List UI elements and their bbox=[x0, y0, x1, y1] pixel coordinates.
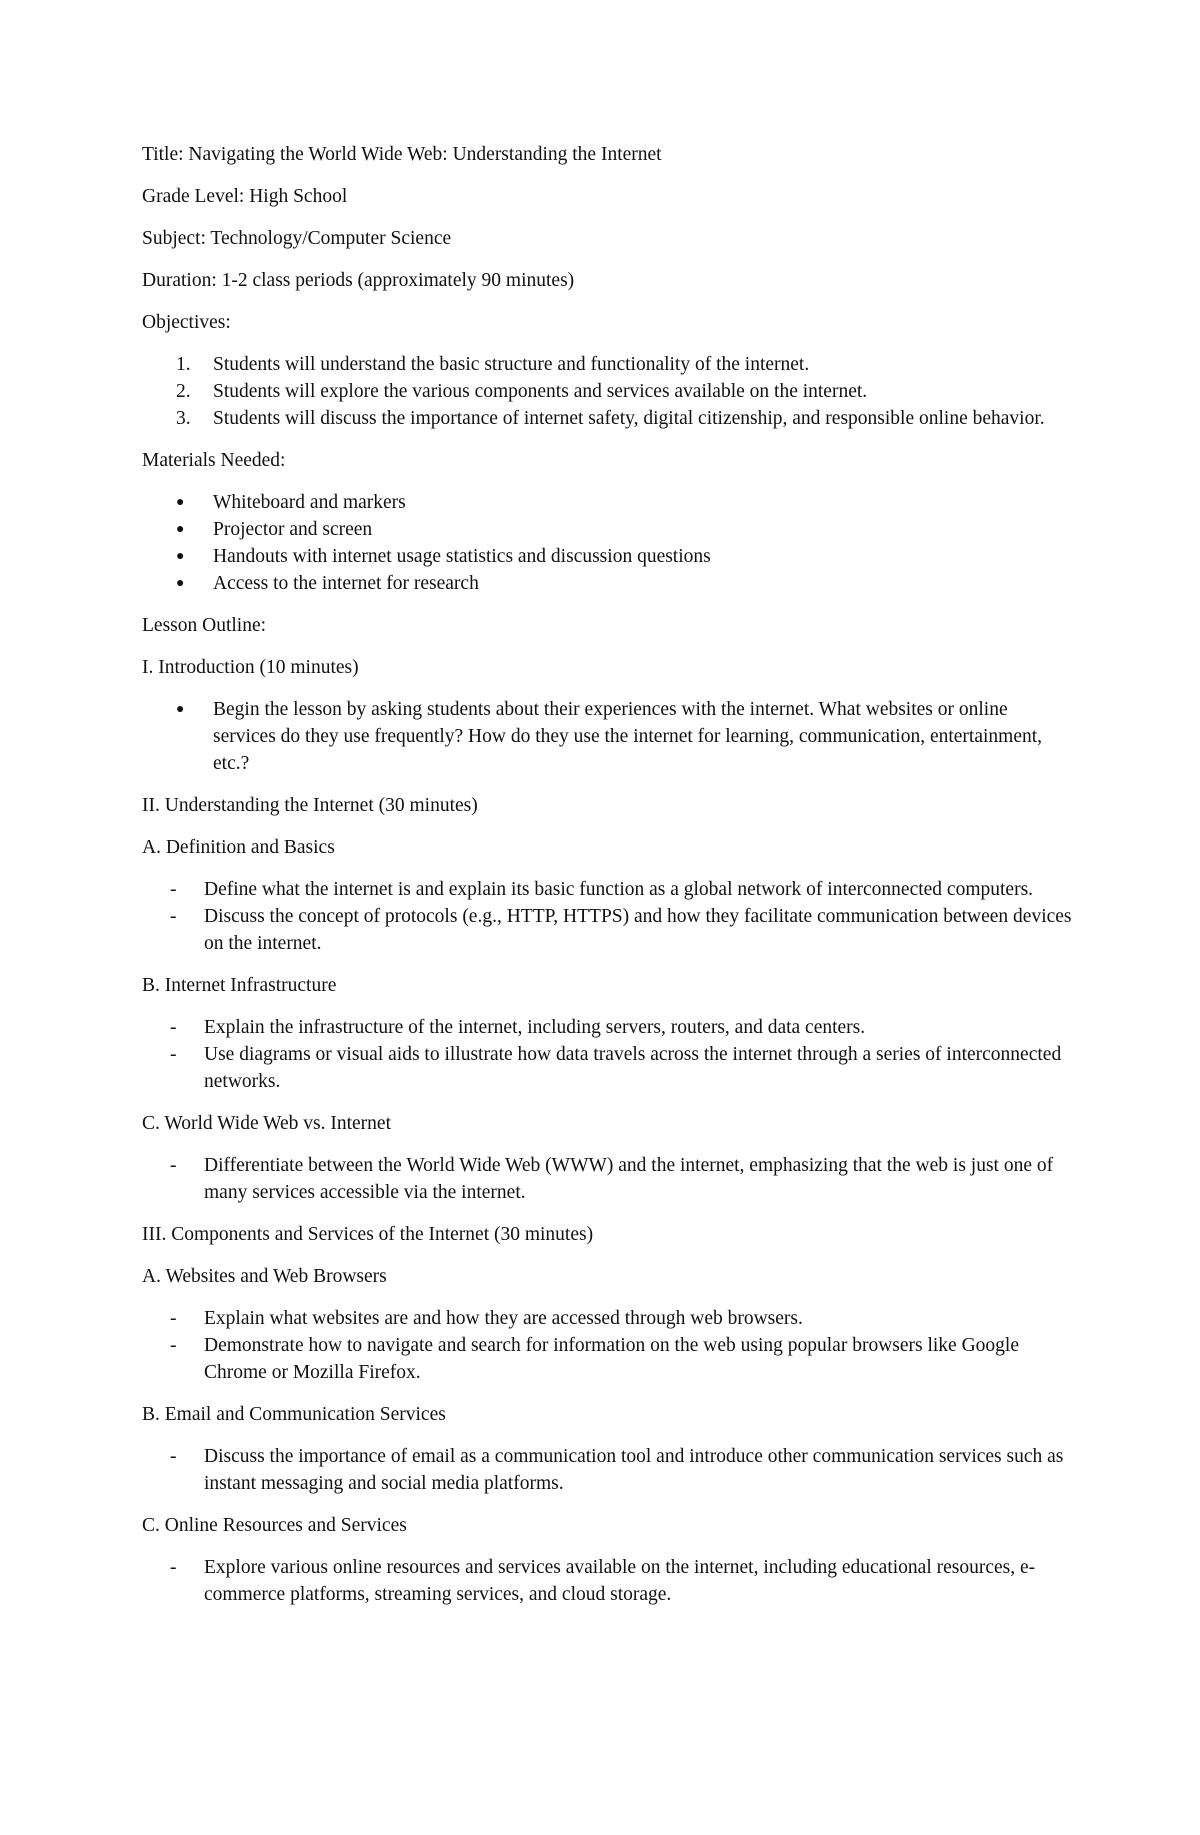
section-heading-understanding: II. Understanding the Internet (30 minutes) bbox=[142, 795, 478, 816]
list-item-text: Explain the infrastructure of the internet, including servers, routers, and data centers. bbox=[204, 1017, 866, 1038]
list-item bbox=[142, 1443, 1072, 1497]
subsection-list bbox=[142, 1554, 1072, 1608]
material-item bbox=[142, 489, 1072, 516]
subsection-list bbox=[142, 1443, 1072, 1497]
objectives-heading: Objectives: bbox=[142, 312, 231, 333]
material-text: Projector and screen bbox=[213, 519, 373, 540]
material-text: Handouts with internet usage statistics and discussion questions bbox=[213, 546, 711, 567]
objective-text: Students will discuss the importance of internet safety, digital citizenship, and responsible online behavior. bbox=[213, 408, 1045, 429]
document-title: Title: Navigating the World Wide Web: Understanding the Internet bbox=[142, 144, 662, 165]
list-item bbox=[142, 876, 1072, 903]
objective-text: Students will explore the various components and services available on the internet. bbox=[213, 381, 868, 402]
subsection-list bbox=[142, 876, 1072, 957]
dash-marker: - bbox=[170, 879, 177, 900]
dash-marker: - bbox=[170, 1446, 177, 1467]
subject: Subject: Technology/Computer Science bbox=[142, 228, 452, 249]
list-item bbox=[142, 903, 1072, 957]
dash-marker: - bbox=[170, 1044, 177, 1065]
list-item bbox=[142, 1014, 1072, 1041]
material-item bbox=[142, 543, 1072, 570]
list-item-text: Discuss the concept of protocols (e.g., HTTP, HTTPS) and how they facilitate communication between devices on the internet. bbox=[204, 906, 1072, 954]
objective-item bbox=[142, 378, 1072, 405]
lesson-plan-page bbox=[142, 141, 1072, 1623]
dash-marker: - bbox=[170, 1017, 177, 1038]
list-number: 1. bbox=[176, 354, 191, 375]
list-item-text: Begin the lesson by asking students about their experiences with the internet. What websites or online services do they use frequently? How do they use the internet for learning, communication, entertainment, etc.? bbox=[213, 699, 1043, 774]
list-item bbox=[142, 1041, 1072, 1095]
list-item-text: Use diagrams or visual aids to illustrate how data travels across the internet through a series of interconnected networks. bbox=[204, 1044, 1062, 1092]
material-text: Whiteboard and markers bbox=[213, 492, 406, 513]
duration: Duration: 1-2 class periods (approximately 90 minutes) bbox=[142, 270, 575, 291]
materials-heading: Materials Needed: bbox=[142, 450, 286, 471]
dash-marker: - bbox=[170, 1557, 177, 1578]
list-item-text: Differentiate between the World Wide Web (WWW) and the internet, emphasizing that the web is just one of many services accessible via the internet. bbox=[204, 1155, 1054, 1203]
objective-text: Students will understand the basic structure and functionality of the internet. bbox=[213, 354, 810, 375]
materials-list bbox=[142, 489, 1072, 597]
material-item bbox=[142, 570, 1072, 597]
subsection-heading: C. Online Resources and Services bbox=[142, 1515, 407, 1536]
objective-item bbox=[142, 351, 1072, 378]
list-item-text: Explore various online resources and services available on the internet, including educational resources, e-commerce platforms, streaming services, and cloud storage. bbox=[204, 1557, 1036, 1605]
subsection-list bbox=[142, 1152, 1072, 1206]
list-item-text: Demonstrate how to navigate and search for information on the web using popular browsers like Google Chrome or Mozilla Firefox. bbox=[204, 1335, 1019, 1383]
subsection-heading: A. Websites and Web Browsers bbox=[142, 1266, 387, 1287]
bullet-icon: ● bbox=[176, 549, 185, 564]
list-item bbox=[142, 1152, 1072, 1206]
section-heading-introduction: I. Introduction (10 minutes) bbox=[142, 657, 359, 678]
subsection-heading: C. World Wide Web vs. Internet bbox=[142, 1113, 391, 1134]
introduction-list bbox=[142, 696, 1072, 777]
dash-marker: - bbox=[170, 906, 177, 927]
dash-marker: - bbox=[170, 1155, 177, 1176]
bullet-icon: ● bbox=[176, 522, 185, 537]
objective-item bbox=[142, 405, 1072, 432]
grade-level: Grade Level: High School bbox=[142, 186, 348, 207]
outline-heading: Lesson Outline: bbox=[142, 615, 267, 636]
section-heading-components: III. Components and Services of the Internet (30 minutes) bbox=[142, 1224, 594, 1245]
objectives-list bbox=[142, 351, 1072, 432]
list-item-text: Explain what websites are and how they are accessed through web browsers. bbox=[204, 1308, 803, 1329]
subsection-list bbox=[142, 1305, 1072, 1386]
material-text: Access to the internet for research bbox=[213, 573, 479, 594]
subsection-heading: B. Internet Infrastructure bbox=[142, 975, 337, 996]
bullet-icon: ● bbox=[176, 576, 185, 591]
list-item-text: Define what the internet is and explain its basic function as a global network of interconnected computers. bbox=[204, 879, 1034, 900]
dash-marker: - bbox=[170, 1308, 177, 1329]
list-number: 3. bbox=[176, 408, 191, 429]
subsection-heading: A. Definition and Basics bbox=[142, 837, 335, 858]
bullet-icon: ● bbox=[176, 702, 185, 717]
subsection-heading: B. Email and Communication Services bbox=[142, 1404, 446, 1425]
list-item bbox=[142, 1554, 1072, 1608]
list-number: 2. bbox=[176, 381, 191, 402]
list-item-text: Discuss the importance of email as a communication tool and introduce other communication services such as instant messaging and social media platforms. bbox=[204, 1446, 1064, 1494]
list-item bbox=[142, 696, 1072, 777]
dash-marker: - bbox=[170, 1335, 177, 1356]
material-item bbox=[142, 516, 1072, 543]
list-item bbox=[142, 1332, 1072, 1386]
subsection-list bbox=[142, 1014, 1072, 1095]
bullet-icon: ● bbox=[176, 495, 185, 510]
list-item bbox=[142, 1305, 1072, 1332]
